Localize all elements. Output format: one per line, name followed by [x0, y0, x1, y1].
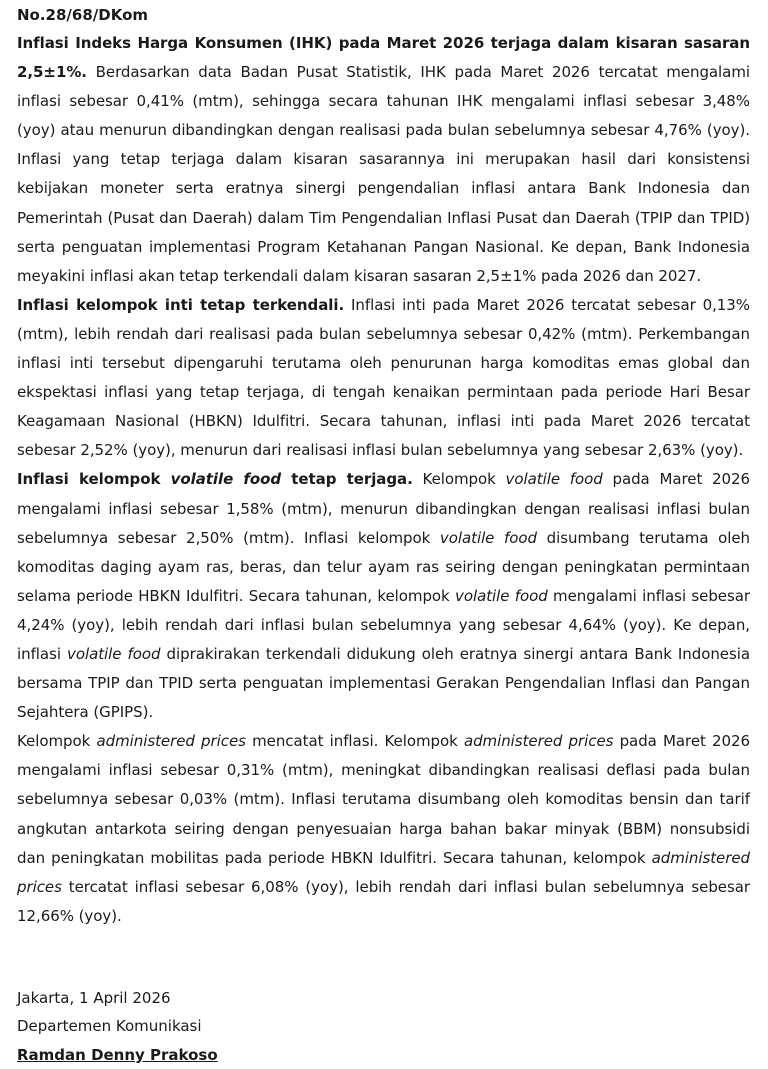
spacer	[17, 931, 750, 984]
body-text-segment: mengalami inflasi sebesar 4,24% (yoy), lebih rendah dari inflasi bulan sebelumnya yang sebesar 4,64% (yoy). Ke depan, inflasi	[17, 586, 750, 663]
body-text-segment: disumbang terutama oleh komoditas daging ayam ras, beras, dan telur ayam ras seiring dengan peningkatan permintaan selama periode HBKN Idulfitri. Secara tahunan, kelompok	[17, 528, 750, 605]
italic-term: administered prices	[463, 732, 614, 751]
body-text-segment: pada Maret 2026 mengalami inflasi sebesar 1,58% (mtm), menurun dibandingkan dengan realisasi inflasi bulan sebelumnya sebesar 2,50% (mtm). Inflasi kelompok	[17, 470, 750, 547]
body-text-segment: Inflasi inti pada Maret 2026 tercatat sebesar 0,13% (mtm), lebih rendah dari realisasi pada bulan sebelumnya sebesar 0,42% (mtm). Perkembangan inflasi inti tersebut dipengaruhi terutama oleh penurunan harga komoditas emas global dan ekspektasi inflasi yang tetap terjaga, di tengah kenaikan permintaan pada periode Hari Besar Keagamaan Nasional (HBKN) Idulfitri. Secara tahunan, inflasi inti pada Maret 2026 tercatat sebesar 2,52% (yoy), menurun dari realisasi inflasi bulan sebelumnya yang sebesar 2,63% (yoy).	[17, 295, 750, 460]
italic-term: volatile food	[505, 470, 603, 489]
paragraph	[17, 465, 750, 727]
body-text-segment: Kelompok	[17, 732, 97, 751]
paragraph	[17, 291, 750, 466]
italic-term: administered prices	[17, 848, 750, 896]
signature-name: Ramdan Denny Prakoso	[17, 1045, 218, 1064]
italic-term: volatile food	[455, 586, 548, 605]
body-text-segment: Berdasarkan data Badan Pusat Statistik, IHK pada Maret 2026 tercatat mengalami inflasi sebesar 0,41% (mtm), sehingga secara tahunan IHK mengalami inflasi sebesar 3,48% (yoy) atau menurun dibandingkan dengan realisasi pada bulan sebelumnya sebesar 4,76% (yoy). Inflasi yang tetap terjaga dalam kisaran sasarannya ini merupakan hasil dari konsistensi kebijakan moneter serta eratnya sinergi pengendalian inflasi antara Bank Indonesia dan Pemerintah (Pusat dan Daerah) dalam Tim Pengendalian Inflasi Pusat dan Daerah (TPIP dan TPID) serta penguatan implementasi Program Ketahanan Pangan Nasional. Ke depan, Bank Indonesia meyakini inflasi akan tetap terkendali dalam kisaran sasaran 2,5±1% pada 2026 dan 2027.	[17, 63, 750, 285]
bold-text: tetap terjaga.	[281, 470, 413, 489]
body-text-segment: pada Maret 2026 mengalami inflasi sebesar 0,31% (mtm), meningkat dibandingkan realisasi deflasi pada bulan sebelumnya sebesar 0,03% (mtm). Inflasi terutama disumbang oleh komoditas bensin dan tarif angkutan antarkota seiring dengan penyesuaian harga bahan bakar minyak (BBM) nonsubsidi dan peningkatan mobilitas pada periode HBKN Idulfitri. Secara tahunan, kelompok	[17, 732, 750, 867]
bold-text: Inflasi kelompok inti tetap terkendali.	[17, 295, 345, 314]
body-text-segment: Kelompok	[412, 470, 506, 489]
italic-term: administered prices	[96, 732, 246, 751]
body-text-segment: diprakirakan terkendali didukung oleh eratnya sinergi antara Bank Indonesia bersama TPIP dan TPID serta penguatan implementasi Gerakan Pengendalian Inflasi dan Pangan Sejahtera (GPIPS).	[17, 644, 750, 722]
body-text	[17, 29, 750, 931]
bold-italic-term: volatile food	[170, 470, 282, 489]
bold-text: Inflasi Indeks Harga Konsumen (IHK) pada Maret 2026 terjaga dalam kisaran sasaran 2,5±1%.	[17, 34, 750, 82]
paragraph	[17, 727, 750, 931]
body-text-segment: tercatat inflasi sebesar 6,08% (yoy), lebih rendah dari inflasi bulan sebelumnya sebesar 12,66% (yoy).	[17, 877, 750, 925]
italic-term: volatile food	[439, 528, 537, 547]
signature-department: Departemen Komunikasi	[17, 1017, 202, 1036]
italic-term: volatile food	[67, 644, 161, 663]
paragraph	[17, 29, 750, 291]
bold-text: Inflasi kelompok	[17, 470, 171, 489]
signature-place-date: Jakarta, 1 April 2026	[17, 988, 171, 1007]
document-number: No.28/68/DKom	[17, 6, 149, 24]
body-text-segment: mencatat inflasi. Kelompok	[245, 732, 464, 751]
